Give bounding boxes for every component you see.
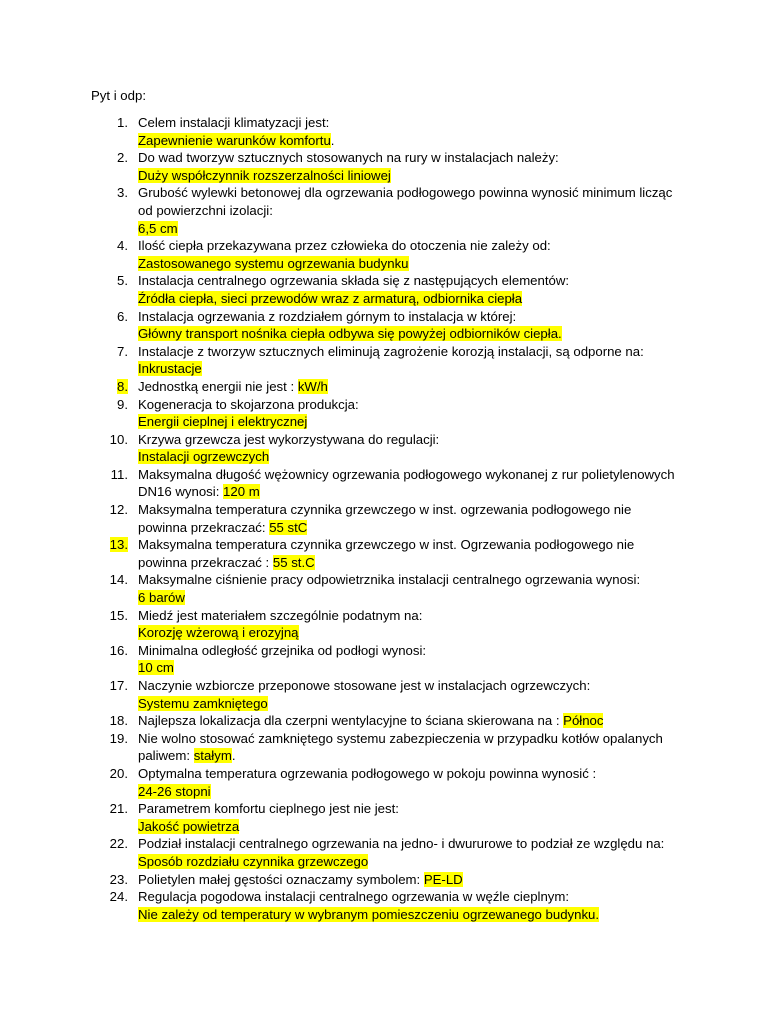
text-segment: Regulacja pogodowa instalacji centralnego ogrzewania w węźle cieplnym: bbox=[138, 889, 570, 905]
question-text bbox=[138, 396, 681, 414]
list-item-number: 14. bbox=[109, 572, 128, 588]
list-item bbox=[91, 272, 681, 307]
text-segment: Do wad tworzyw sztucznych stosowanych na rury w instalacjach należy: bbox=[138, 150, 559, 166]
question-text bbox=[138, 888, 681, 906]
question-text bbox=[138, 730, 681, 748]
list-item-number: 20. bbox=[109, 765, 128, 781]
list-item bbox=[91, 642, 681, 677]
text-segment: Optymalna temperatura ogrzewania podłogowego w pokoju powinna wynosić : bbox=[138, 765, 597, 781]
text-segment: Celem instalacji klimatyzacji jest: bbox=[138, 115, 330, 130]
text-segment: Grubość wylewki betonowej dla ogrzewania podłogowego powinna wynosić minimum licząc bbox=[138, 185, 673, 201]
list-item bbox=[91, 800, 681, 835]
text-line bbox=[138, 624, 681, 642]
text-line bbox=[138, 906, 681, 924]
text-segment: Najlepsza lokalizacja dla czerpni wentylacyjne to ściana skierowana na : bbox=[138, 713, 564, 729]
highlighted-answer: 55 stC bbox=[269, 519, 308, 535]
list-item-number: 2. bbox=[117, 150, 128, 166]
question-text bbox=[138, 114, 681, 132]
question-text bbox=[138, 712, 681, 730]
list-item bbox=[91, 835, 681, 870]
list-item-number: 3. bbox=[117, 185, 128, 201]
question-text bbox=[138, 536, 681, 554]
list-item-number: 15. bbox=[109, 607, 128, 623]
text-line bbox=[138, 695, 681, 713]
highlighted-answer: Źródła ciepła, sieci przewodów wraz z armaturą, odbiornika ciepła bbox=[138, 290, 523, 306]
text-segment: Nie wolno stosować zamkniętego systemu zabezpieczenia w przypadku kotłów opalanych bbox=[138, 730, 663, 746]
text-segment: Maksymalna temperatura czynnika grzewczego w inst. ogrzewania podłogowego nie bbox=[138, 502, 632, 518]
text-line bbox=[138, 747, 681, 765]
document-title: Pyt i odp: bbox=[91, 88, 146, 103]
list-item-number: 13. bbox=[109, 537, 128, 553]
text-segment: paliwem: bbox=[138, 748, 194, 764]
highlighted-answer: 24-26 stopni bbox=[138, 783, 211, 799]
text-segment: powinna przekraczać: bbox=[138, 519, 270, 535]
text-line bbox=[138, 554, 681, 572]
highlighted-answer: Zapewnienie warunków komfortu bbox=[138, 132, 331, 148]
question-text bbox=[138, 501, 681, 519]
list-item bbox=[91, 730, 681, 765]
question-text bbox=[138, 571, 681, 589]
text-segment: od powierzchni izolacji: bbox=[138, 202, 273, 218]
question-text bbox=[138, 184, 681, 202]
list-item-number: 5. bbox=[117, 273, 128, 289]
question-text bbox=[138, 607, 681, 625]
text-segment: Polietylen małej gęstości oznaczamy symbolem: bbox=[138, 871, 424, 887]
list-item-number: 4. bbox=[117, 238, 128, 254]
question-text bbox=[138, 871, 681, 889]
highlighted-answer: 120 m bbox=[223, 484, 260, 500]
text-line bbox=[138, 202, 681, 220]
text-line bbox=[138, 360, 681, 378]
text-segment: Krzywa grzewcza jest wykorzystywana do regulacji: bbox=[138, 431, 440, 447]
text-segment: Naczynie wzbiorcze przeponowe stosowane jest w instalacjach ogrzewczych: bbox=[138, 678, 591, 693]
list-item bbox=[91, 114, 681, 149]
text-segment: . bbox=[330, 132, 335, 148]
question-text bbox=[138, 149, 681, 167]
list-item-number: 8. bbox=[117, 378, 128, 394]
highlighted-answer: Zastosowanego systemu ogrzewania budynku bbox=[138, 255, 409, 271]
list-item-number: 23. bbox=[109, 871, 128, 887]
highlighted-answer: Nie zależy od temperatury w wybranym pomieszczeniu ogrzewanego budynku. bbox=[138, 906, 600, 922]
text-segment: . bbox=[231, 748, 236, 764]
question-text bbox=[138, 800, 681, 818]
list-item bbox=[91, 378, 681, 396]
text-segment: Jednostką energii nie jest : bbox=[138, 378, 298, 394]
list-item-number: 18. bbox=[109, 713, 128, 729]
text-line bbox=[138, 519, 681, 537]
text-line bbox=[138, 448, 681, 466]
highlighted-answer: 6,5 cm bbox=[138, 220, 178, 236]
list-item bbox=[91, 237, 681, 272]
highlighted-answer: Jakość powietrza bbox=[138, 818, 240, 834]
highlighted-answer: Instalacji ogrzewczych bbox=[138, 449, 270, 465]
question-text bbox=[138, 431, 681, 449]
highlighted-answer: Systemu zamkniętego bbox=[138, 695, 268, 711]
text-line bbox=[138, 783, 681, 801]
text-segment: Maksymalna temperatura czynnika grzewczego w inst. Ogrzewania podłogowego nie bbox=[138, 537, 635, 553]
list-item-number: 1. bbox=[117, 115, 128, 130]
text-segment: Miedź jest materiałem szczególnie podatnym na: bbox=[138, 607, 423, 623]
text-segment: powinna przekraczać : bbox=[138, 554, 273, 570]
list-item bbox=[91, 184, 681, 237]
text-line bbox=[138, 167, 681, 185]
list-item bbox=[91, 571, 681, 606]
list-item bbox=[91, 677, 681, 712]
text-line bbox=[138, 290, 681, 308]
question-text bbox=[138, 677, 681, 695]
list-item bbox=[91, 396, 681, 431]
list-item-number: 9. bbox=[117, 396, 128, 412]
highlighted-answer: Duży współczynnik rozszerzalności liniowej bbox=[138, 167, 391, 183]
text-segment: Instalacje z tworzyw sztucznych eliminują zagrożenie korozją instalacji, są odporne na: bbox=[138, 343, 644, 359]
highlighted-answer: Sposób rozdziału czynnika grzewczego bbox=[138, 853, 369, 869]
text-segment: Ilość ciepła przekazywana przez człowieka do otoczenia nie zależy od: bbox=[138, 238, 551, 254]
question-text bbox=[138, 765, 681, 783]
highlighted-answer: 10 cm bbox=[138, 660, 174, 676]
question-text bbox=[138, 308, 681, 326]
text-line bbox=[138, 818, 681, 836]
highlighted-answer: Główny transport nośnika ciepła odbywa się powyżej odbiorników ciepła. bbox=[138, 326, 562, 342]
highlighted-answer: 55 st.C bbox=[272, 554, 315, 570]
question-text bbox=[138, 378, 681, 396]
list-item-number: 7. bbox=[117, 343, 128, 359]
highlighted-answer: Inkrustacje bbox=[138, 361, 202, 377]
highlighted-answer: Północ bbox=[563, 713, 604, 729]
highlighted-answer: stałym bbox=[193, 748, 232, 764]
list-item-number: 11. bbox=[110, 466, 128, 482]
list-item-number: 6. bbox=[117, 308, 128, 324]
text-line bbox=[138, 589, 681, 607]
text-line bbox=[138, 132, 681, 150]
text-segment: Kogeneracja to skojarzona produkcja: bbox=[138, 396, 359, 412]
list-item-number: 12. bbox=[109, 502, 128, 518]
text-line bbox=[138, 325, 681, 343]
list-item bbox=[91, 712, 681, 730]
highlighted-answer: Korozję wżerową i erozyjną bbox=[138, 625, 299, 641]
list-item-number: 24. bbox=[109, 889, 128, 905]
list-item bbox=[91, 871, 681, 889]
question-text bbox=[138, 343, 681, 361]
list-item-number: 21. bbox=[109, 801, 128, 817]
text-segment: Parametrem komfortu cieplnego jest nie jest: bbox=[138, 801, 399, 817]
list-item bbox=[91, 149, 681, 184]
list-item-number: 17. bbox=[109, 678, 128, 693]
highlighted-answer: PE-LD bbox=[423, 871, 463, 887]
highlighted-answer: kW/h bbox=[297, 378, 328, 394]
list-item-number: 22. bbox=[109, 836, 128, 852]
question-text bbox=[138, 642, 681, 660]
question-text bbox=[138, 237, 681, 255]
list-item bbox=[91, 431, 681, 466]
list-item bbox=[91, 888, 681, 923]
text-line bbox=[138, 483, 681, 501]
highlighted-answer: Energii cieplnej i elektrycznej bbox=[138, 414, 308, 430]
text-segment: Instalacja centralnego ogrzewania składa się z następujących elementów: bbox=[138, 273, 570, 289]
text-line bbox=[138, 413, 681, 431]
text-line bbox=[138, 853, 681, 871]
list-item-number: 19. bbox=[109, 730, 128, 746]
list-item bbox=[91, 343, 681, 378]
text-line bbox=[138, 255, 681, 273]
question-list bbox=[91, 114, 681, 923]
highlighted-answer: 6 barów bbox=[138, 590, 185, 606]
list-item bbox=[91, 308, 681, 343]
question-text bbox=[138, 835, 681, 853]
list-item bbox=[91, 501, 681, 536]
list-item bbox=[91, 466, 681, 501]
text-segment: Maksymalna długość wężownicy ogrzewania podłogowego wykonanej z rur polietylenowych bbox=[138, 466, 675, 482]
list-item bbox=[91, 607, 681, 642]
text-segment: Podział instalacji centralnego ogrzewania na jedno- i dwururowe to podział ze względu na: bbox=[138, 836, 665, 852]
text-line bbox=[138, 659, 681, 677]
list-item bbox=[91, 536, 681, 571]
list-item-number: 10. bbox=[109, 431, 128, 447]
text-segment: Maksymalne ciśnienie pracy odpowietrznika instalacji centralnego ogrzewania wynosi: bbox=[138, 572, 641, 588]
question-text bbox=[138, 272, 681, 290]
text-segment: Instalacja ogrzewania z rozdziałem górnym to instalacja w której: bbox=[138, 308, 517, 324]
text-line bbox=[138, 220, 681, 238]
text-segment: DN16 wynosi: bbox=[138, 484, 224, 500]
list-item-number: 16. bbox=[109, 642, 128, 658]
text-segment: Minimalna odległość grzejnika od podłogi wynosi: bbox=[138, 642, 427, 658]
list-item bbox=[91, 765, 681, 800]
question-text bbox=[138, 466, 681, 484]
